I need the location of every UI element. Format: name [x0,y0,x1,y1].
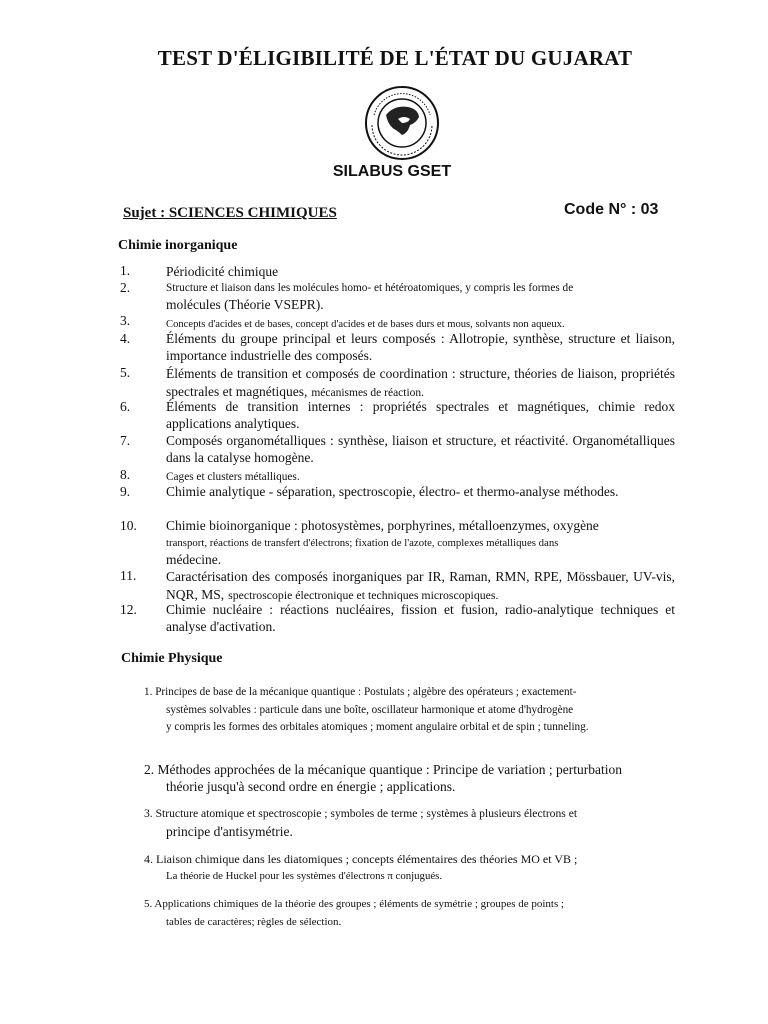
item-text: Chimie nucléaire : réactions nucléaires, fission et fusion, radio-analytique techniques et analyse d'activation. [166,602,675,634]
item-text-cont: y compris les formes des orbitales atomiques ; moment angulaire orbital et de spin ; tunneling. [166,721,589,733]
list-item [120,568,675,602]
item-number: 9. [120,484,131,499]
item-number: 2. [120,280,131,295]
item-text: Applications chimiques de la théorie des groupes ; éléments de symétrie ; groupes de points ; [154,898,565,910]
item-number: 3. [144,807,153,820]
item-number: 6. [120,399,131,414]
item-text: Cages et clusters métalliques. [166,471,300,483]
list-item [120,313,675,331]
list-item [120,263,675,280]
item-text: Composés organométalliques : synthèse, liaison et structure, et réactivité. Organométalliques dans la catalyse homogène. [166,433,675,465]
subject-code: Code N° : 03 [564,201,659,218]
item-text: Liaison chimique dans les diatomiques ; concepts élémentaires des théories MO et VB ; [156,852,578,866]
item-text: Périodicité chimique [166,264,279,279]
item-text-cont: systèmes solvables : particule dans une boîte, oscillateur harmonique et atome d'hydrogène [166,703,574,716]
list-item [120,399,675,433]
physical-list-item-4 [144,851,710,885]
item-text-cont: spectroscopie électronique et techniques microscopiques. [228,588,499,602]
physical-list-item-2 [144,761,722,795]
item-number: 2. [144,762,155,777]
list-item [120,280,675,313]
item-text-cont: molécules (Théorie VSEPR). [166,297,324,312]
item-text-cont: médecine. [166,551,222,567]
list-item [120,467,675,484]
item-text-cont: transport, réactions de transfert d'électrons; fixation de l'azote, complexes métalliques dans [166,536,559,549]
item-text: Chimie bioinorganique : photosystèmes, porphyrines, métalloenzymes, oxygène [166,518,599,533]
syllabus-title: SILABUS GSET [332,163,452,180]
item-text: Éléments du groupe principal et leurs composés : Allotropie, synthèse, structure et liaison, importance industrielle des composés. [166,331,675,363]
item-number: 5. [144,898,153,910]
item-text: Concepts d'acides et de bases, concept d'acides et de bases durs et mous, solvants non aqueux. [166,319,565,330]
list-item [120,518,675,568]
item-number: 5. [120,365,131,380]
item-number: 4. [144,852,153,866]
document-title: TEST D'ÉLIGIBILITÉ DE L'ÉTAT DU GUJARAT [157,46,633,70]
item-text: Éléments de transition et composés de coordination : structure, théories de liaison, propriétés spectrales et magnétiques, [166,366,675,399]
list-item [120,484,675,518]
item-number: 1. [144,686,153,698]
list-item [120,365,675,399]
list-item [120,433,675,467]
physical-list-item-5 [144,895,688,931]
list-item [120,331,675,365]
item-number: 1. [120,263,131,278]
list-item [120,602,675,636]
item-text: Structure atomique et spectroscopie ; symboles de terme ; systèmes à plusieurs électrons et [155,807,578,820]
list-item [144,851,710,885]
list-item [144,684,714,737]
list-item [144,761,722,795]
physical-list-item-3 [144,805,700,841]
item-text-cont: tables de caractères; règles de sélection. [166,916,342,928]
section-heading-inorganic: Chimie inorganique [118,238,238,253]
item-text-cont: La théorie de Huckel pour les systèmes d'électrons π conjugués. [166,870,443,882]
item-number: 12. [120,602,137,617]
item-number: 7. [120,433,131,448]
item-text: Méthodes approchées de la mécanique quantique : Principe de variation ; perturbation [157,762,622,777]
list-item [144,805,700,841]
physical-list-item-1 [144,684,714,737]
item-text: Chimie analytique - séparation, spectroscopie, électro- et thermo-analyse méthodes. [166,484,619,499]
gset-logo [364,85,440,161]
item-text: Structure et liaison dans les molécules homo- et hétéroatomiques, y compris les formes de [166,282,574,294]
inorganic-list [120,263,675,636]
section-heading-physical: Chimie Physique [121,651,223,666]
item-number: 4. [120,331,131,346]
item-number: 3. [120,313,131,328]
item-text-cont: mécanismes de réaction. [311,387,425,399]
item-text: Principes de base de la mécanique quantique : Postulats ; algèbre des opérateurs ; exactement- [155,686,577,698]
item-number: 8. [120,467,131,482]
subject-label: Sujet : SCIENCES CHIMIQUES [123,205,337,221]
item-number: 10. [120,518,137,533]
item-text: Éléments de transition internes : propriétés spectrales et magnétiques, chimie redox applications analytiques. [166,399,675,431]
item-number: 11. [120,568,137,583]
item-text: Caractérisation des composés inorganiques par IR, Raman, RMN, RPE, Mössbauer, UV-vis, NQR, MS, [166,569,675,602]
item-text-cont: théorie jusqu'à second ordre en énergie ; applications. [166,779,456,794]
list-item [144,895,688,931]
item-text-cont: principe d'antisymétrie. [166,824,293,839]
